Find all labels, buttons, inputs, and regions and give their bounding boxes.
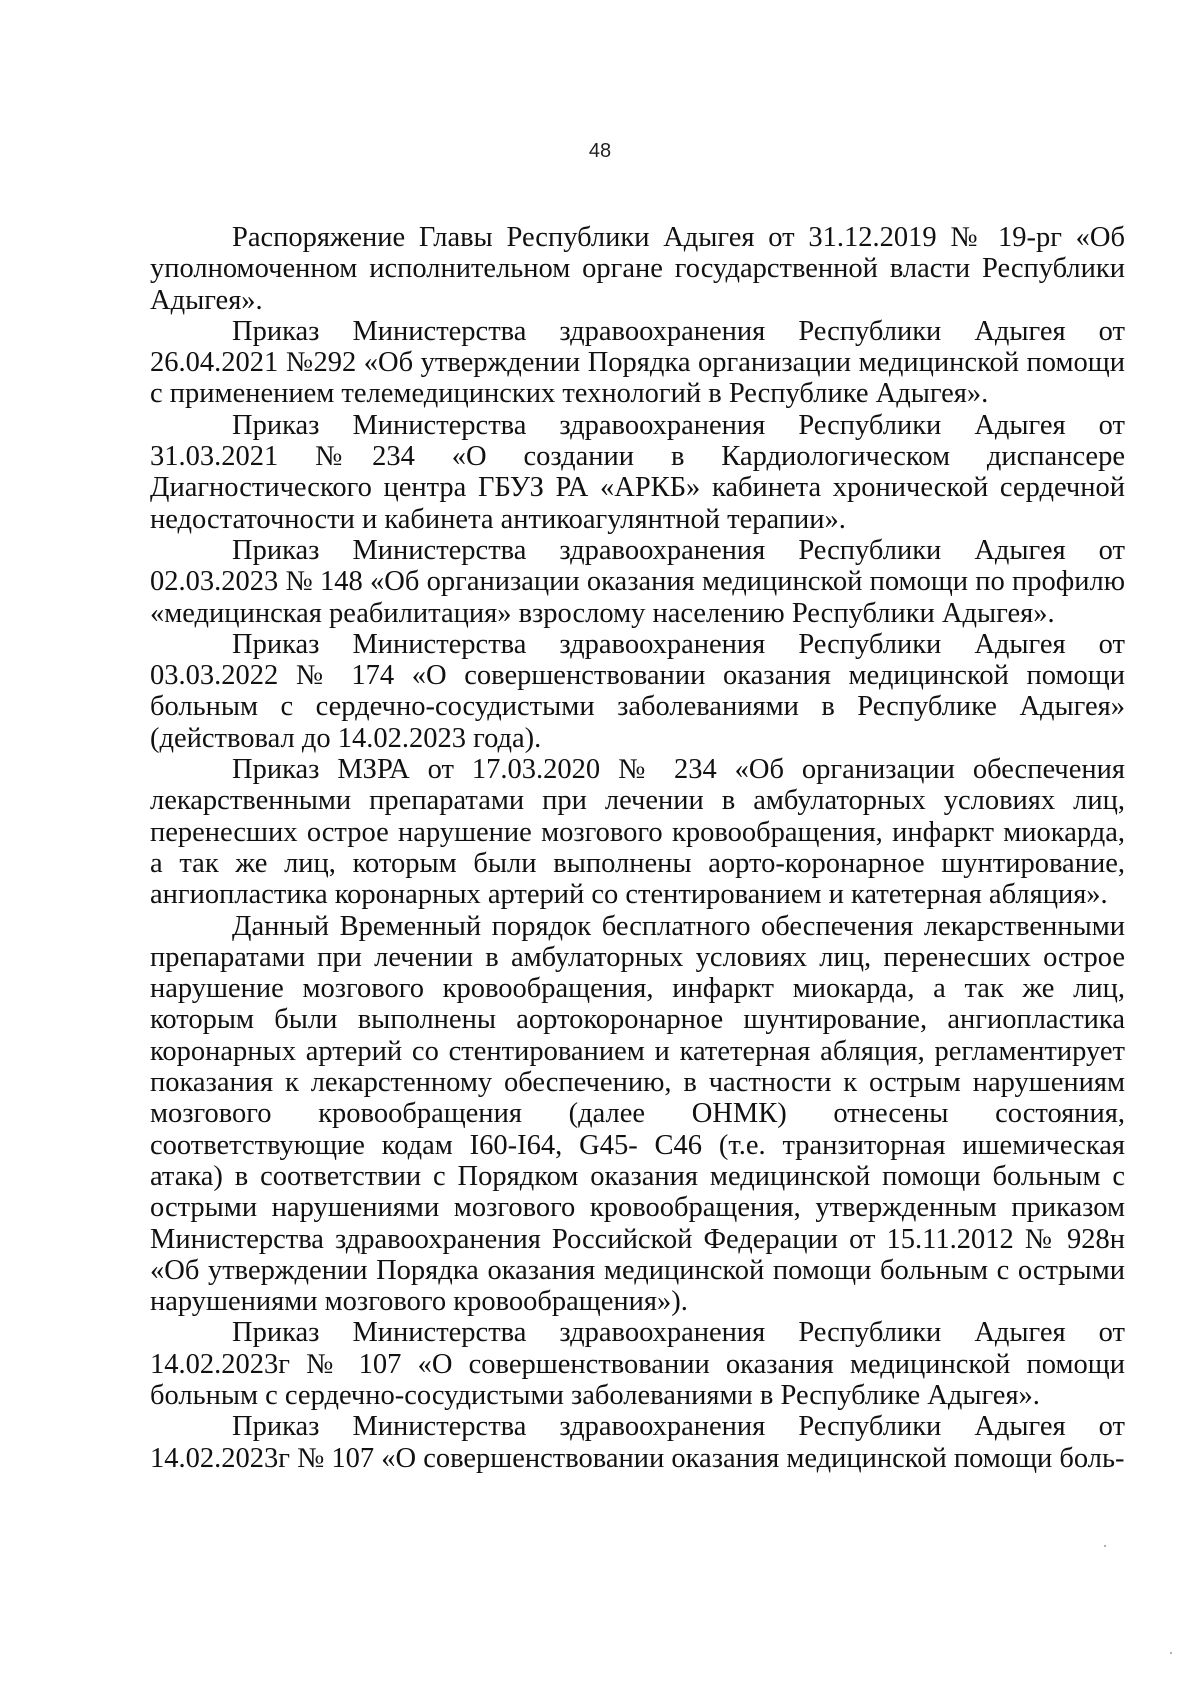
paragraph-temporary-procedure: Данный Временный порядок бесплатного обеспечения лекарственными препаратами при лечении в амбулаторных условиях лиц, перенесших острое нарушение мозгового кровообращения, инфаркт миокарда, а так же лиц, которым были выполнены аортокоронарное шунтирование, ангиопластика коронарных артерий со стентированием и катетерная абляция, регламентирует показания к лекарстенному обеспечению, в частности к острым нарушениям мозгового кровообращения (далее ОНМК) отнесены состояния, соответствующие кодам I60-I64, G45- C46 (т.е. транзиторная ишемическая атака) в соответствии с Порядком оказания медицинской помощи больным с острыми нарушениями мозгового кровообращения, утвержденным приказом Министерства здравоохранения Российской Федерации от 15.11.2012 № 928н «Об утверждении Порядка оказания медицинской помощи больным с острыми нарушениями мозгового кровообращения»).: [150, 910, 1125, 1318]
paragraph-order-174-cardiovascular: Приказ Министерства здравоохранения Республики Адыгея от 03.03.2022 № 174 «О совершенствовании оказания медицинской помощи больным с сердечно-сосудистыми заболеваниями в Республике Адыгея» (действовал до 14.02.2023 года).: [150, 628, 1125, 754]
paragraph-order-107-first: Приказ Министерства здравоохранения Республики Адыгея от 14.02.2023г № 107 «О совершенствовании оказания медицинской помощи больным с сердечно-сосудистыми заболеваниями в Республике Адыгея».: [150, 1317, 1125, 1411]
scan-speck: [1104, 1545, 1106, 1547]
scan-speck: [1170, 1652, 1172, 1654]
paragraph-order-292-telemedicine: Приказ Министерства здравоохранения Республики Адыгея от 26.04.2021 №292 «Об утверждении Порядка организации медицинской помощи с применением телемедицинских технологий в Республике Адыгея».: [150, 315, 1125, 410]
paragraph-order-234-cardiology: Приказ Министерства здравоохранения Республики Адыгея от 31.03.2021 №234 «О создании в Кардиологическом диспансере Диагностического центра ГБУЗ РА «АРКБ» кабинета хронической сердечной недостаточности и кабинета антикоагулянтной терапии».: [150, 409, 1125, 535]
paragraph-order-107-second: Приказ Министерства здравоохранения Республики Адыгея от 14.02.2023г № 107 «О совершенствовании оказания медицинской помощи боль-: [150, 1411, 1125, 1474]
paragraph-order-mzra-234-medicines: Приказ МЗРА от 17.03.2020 № 234 «Об организации обеспечения лекарственными препаратами при лечении в амбулаторных условиях лиц, перенесших острое нарушение мозгового кровообращения, инфаркт миокарда, а так же лиц, которым были выполнены аорто-коронарное шунтирование, ангиопластика коронарных артерий со стентированием и катетерная абляция».: [150, 754, 1125, 911]
document-body: [150, 222, 1125, 1474]
paragraph-decree-head-of-republic: Распоряжение Главы Республики Адыгея от 31.12.2019 № 19-рг «Об уполномоченном исполнительном органе государственной власти Республики Адыгея».: [150, 222, 1125, 316]
page-number: 48: [588, 140, 612, 162]
paragraph-order-148-rehabilitation: Приказ Министерства здравоохранения Республики Адыгея от 02.03.2023 № 148 «Об организации оказания медицинской помощи по профилю «медицинская реабилитация» взрослому населению Республики Адыгея».: [150, 534, 1125, 629]
